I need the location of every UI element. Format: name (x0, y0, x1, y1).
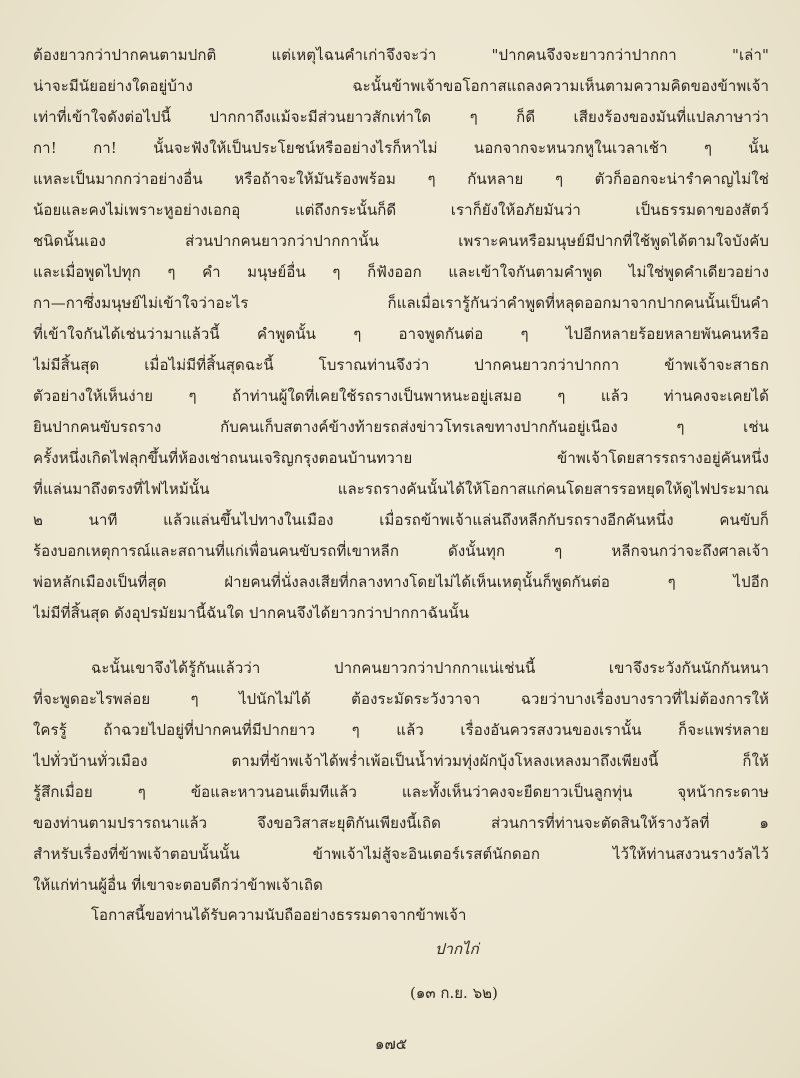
text-line: ๒ นาที แล้วแล่นขึ้นไปทางในเมือง เมื่อรถข้าพเจ้าแล่นถึงหลีกกับรถรางอีกคันหนึ่ง คนขับก็ (33, 511, 769, 529)
text-line: ร้องบอกเหตุการณ์และสถานที่แก่เพื่อนคนขับรถที่เขาหลีก ดังนั้นทุก ๆ หลีกจนกว่าจะถึงศาลเจ้า (33, 542, 769, 560)
text-line: ไม่มีที่สิ้นสุด ดังอุปรมัยมานี้ฉันใด ปากคนจึงได้ยาวกว่าปากกาฉันนั้น (33, 604, 470, 622)
text-line: ต้องยาวกว่าปากคนตามปกติ แต่เหตุไฉนคำเก่าจึงจะว่า "ปากคนจึงจะยาวกว่าปากกา "เล่า" (33, 46, 769, 64)
text-line: และเมื่อพูดไปทุก ๆ คำ มนุษย์อื่น ๆ ก็ฟังออก และเข้าใจกันตามคำพูด ไม่ใช่พูดคำเดียวอย่าง (33, 263, 769, 281)
body-paragraph-2 (33, 653, 769, 901)
text-line: รู้สึกเมื่อย ๆ ข้อและหาวนอนเต็มทีแล้ว และทั้งเห็นว่าคงจะยืดยาวเป็นลูกทุ่น จุหน้ากระดาษ (33, 783, 769, 801)
page-number: ๑๗๕ (375, 1035, 408, 1053)
text-line: ตัวอย่างให้เห็นง่าย ๆ ถ้าท่านผู้ใดที่เคยใช้รถรางเป็นพาหนะอยู่เสมอ ๆ แล้ว ท่านคงจะเคยได้ (33, 387, 769, 405)
text-line: กา! กา! นั้นจะฟังให้เป็นประโยชน์หรืออย่างไรก็หาไม่ นอกจากจะหนวกหูในเวลาเช้า ๆ นั้น (33, 139, 769, 157)
text-line: ยินปากคนขับรถราง กับคนเก็บสตางค์ข้างท้ายรถส่งข่าวโทรเลขทางปากกันอยู่เนือง ๆ เช่น (33, 418, 769, 436)
text-line: ฉะนั้นเขาจึงได้รู้กันแล้วว่า ปากคนยาวกว่าปากกาแน่เช่นนี้ เขาจึงระวังกันนักกันหนา (91, 659, 769, 677)
text-line: ที่จะพูดอะไรพล่อย ๆ ไปนักไม่ได้ ต้องระมัดระวังวาจา ฉวยว่าบางเรื่องบางราวที่ไม่ต้องการให้ (33, 690, 769, 708)
text-line: ที่เข้าใจกันได้เช่นว่ามาแล้วนี้ คำพูดนั้น ๆ อาจพูดกันต่อ ๆ ไปอีกหลายร้อยหลายพันคนหรือ (33, 325, 769, 343)
author-signature: ปากไก่ (435, 940, 479, 958)
text-line: พ่อหลักเมืองเป็นที่สุด ฝ่ายคนที่นั่งลงเสียที่กลางทางโดยไม่ได้เห็นเหตุนั้นก็พูดกันต่อ ๆ ไปอีก (33, 573, 769, 591)
date-line: (๑๓ ก.ย. ๖๒) (410, 984, 498, 1002)
closing-line: โอกาสนี้ขอท่านได้รับความนับถืออย่างธรรมดาจากข้าพเจ้า (91, 906, 467, 924)
text-line: น้อยและคงไม่เพราะหูอย่างเอกอุ แต่ถึงกระนั้นก็ดี เราก็ยังให้อภัยมันว่า เป็นธรรมดาของสัตว์ (33, 201, 769, 219)
body-paragraph-1 (33, 40, 769, 629)
text-line: กา—กาซึ่งมนุษย์ไม่เข้าใจว่าอะไร ก็แลเมื่อเรารู้กันว่าคำพูดที่หลุดออกมาจากปากคนนั้นเป็นคำ (33, 294, 769, 312)
text-line: ชนิดนั้นเอง ส่วนปากคนยาวกว่าปากกานั้น เพราะคนหรือมนุษย์มีปากที่ใช้พูดได้ตามใจบังคับ (33, 232, 769, 250)
text-line: ไม่มีสิ้นสุด เมื่อไม่มีที่สิ้นสุดฉะนี้ โบราณท่านจึงว่า ปากคนยาวกว่าปากกา ข้าพเจ้าจะสาธก (33, 356, 769, 374)
text-line: ไปทั่วบ้านทั่วเมือง ตามที่ข้าพเจ้าได้พร่ำเพ้อเป็นน้ำท่วมทุ่งผักบุ้งโหลงเหลงมาถึงเพียงนี้ ก็ให้ (33, 752, 769, 770)
text-line: เท่าที่เข้าใจดังต่อไปนี้ ปากกาถึงแม้จะมีส่วนยาวสักเท่าใด ๆ ก็ดี เสียงร้องของมันที่แปลภาษาว่า (33, 108, 769, 126)
text-line: ให้แก่ท่านผู้อื่น ที่เขาจะตอบดีกว่าข้าพเจ้าเถิด (33, 876, 323, 894)
text-line: สำหรับเรื่องที่ข้าพเจ้าตอบนั้นนั้น ข้าพเจ้าไม่สู้จะอินเตอร์เรสต์นักดอก ไว้ให้ท่านสงวนรางวัลไว้ (33, 845, 769, 863)
text-line: ของท่านตามปรารถนาแล้ว จึงขอวิสาสะยุติกันเพียงนี้เถิด ส่วนการที่ท่านจะตัดสินให้รางวัลที่ ๑ (33, 814, 769, 832)
text-line: แหละเป็นมากกว่าอย่างอื่น หรือถ้าจะให้มันร้องพร้อม ๆ กันหลาย ๆ ตัวก็ออกจะน่ารำคาญไม่ใช่ (33, 170, 769, 188)
text-line: ใครรู้ ถ้าฉวยไปอยู่ที่ปากคนที่มีปากยาว ๆ แล้ว เรื่องอันควรสงวนของเรานั้น ก็จะแพร่หลาย (33, 721, 769, 739)
text-line: ครั้งหนึ่งเกิดไฟลุกขึ้นที่ห้องเช่าถนนเจริญกรุงตอนบ้านทวาย ข้าพเจ้าโดยสารรถรางอยู่คันหนึ่ง (33, 449, 769, 467)
text-line: ที่แล่นมาถึงตรงที่ไฟไหม้นั้น และรถรางคันนั้นได้ให้โอกาสแก่คนโดยสารรอหยุดให้ดูไฟประมาณ (33, 480, 769, 498)
text-line: น่าจะมีนัยอย่างใดอยู่บ้าง ฉะนั้นข้าพเจ้าขอโอกาสแถลงความเห็นตามความคิดของข้าพเจ้า (33, 77, 769, 95)
